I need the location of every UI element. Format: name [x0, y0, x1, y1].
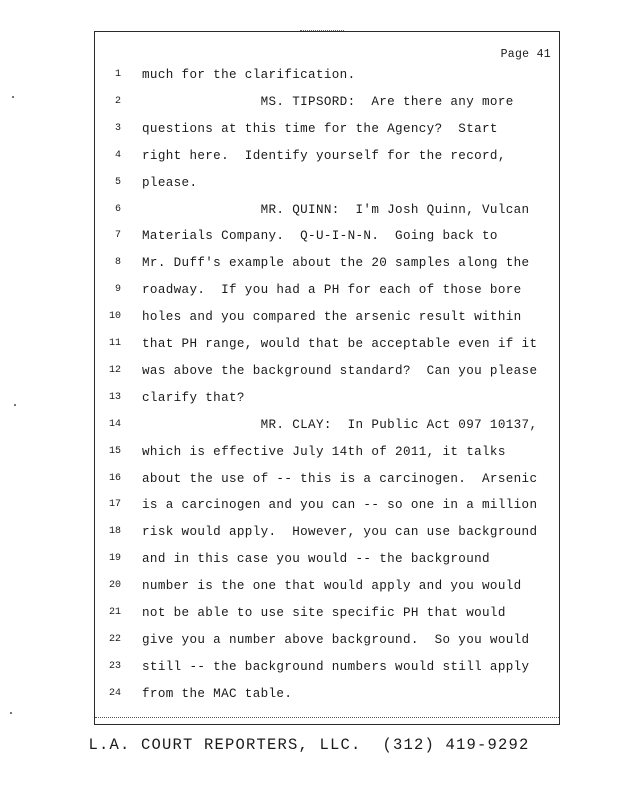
line-number: 15	[108, 445, 121, 457]
scan-speck	[10, 712, 12, 714]
line-number: 24	[108, 687, 121, 699]
transcript-line: holes and you compared the arsenic result within	[142, 310, 522, 325]
transcript-line: was above the background standard? Can you please	[142, 363, 538, 378]
line-number: 11	[108, 338, 121, 349]
transcript-line: please.	[142, 175, 198, 190]
transcript-line: not be able to use site specific PH that would	[142, 606, 506, 620]
line-number: 20	[108, 580, 121, 592]
transcript-line: much for the clarification.	[142, 68, 356, 82]
transcript-line: MS. TIPSORD: Are there any more	[142, 94, 514, 109]
transcript-line: is a carcinogen and you can -- so one in a million	[142, 498, 538, 513]
line-number: 23	[108, 660, 121, 672]
transcript-line: still -- the background numbers would still apply	[142, 659, 530, 674]
page-number: Page 41	[500, 48, 551, 61]
line-number: 8	[114, 257, 121, 269]
transcript-page	[94, 31, 560, 725]
transcript-line: number is the one that would apply and you would	[142, 579, 522, 594]
line-number: 18	[108, 526, 121, 538]
transcript-line: about the use of -- this is a carcinogen. Arsenic	[142, 471, 538, 486]
transcript-line: from the MAC table.	[142, 686, 293, 701]
line-number: 21	[108, 607, 121, 618]
transcript-line: MR. QUINN: I'm Josh Quinn, Vulcan	[142, 202, 530, 217]
line-number: 19	[108, 553, 121, 565]
transcript-line: give you a number above background. So you would	[142, 632, 530, 647]
transcript-line: MR. CLAY: In Public Act 097 10137,	[142, 417, 538, 432]
line-number: 12	[108, 364, 121, 376]
court-reporter-footer: L.A. COURT REPORTERS, LLC. (312) 419-9292	[88, 736, 530, 754]
line-number: 16	[108, 472, 121, 484]
line-number: 5	[114, 176, 121, 188]
scan-speck	[14, 404, 16, 406]
line-number: 6	[114, 203, 121, 215]
transcript-line: and in this case you would -- the background	[142, 552, 490, 567]
line-number: 22	[108, 633, 121, 645]
scan-speck	[12, 96, 14, 98]
line-number: 9	[114, 284, 121, 296]
line-number: 14	[108, 418, 121, 430]
transcript-line: roadway. If you had a PH for each of those bore	[142, 283, 522, 298]
line-number: 7	[114, 230, 121, 242]
line-number: 17	[108, 499, 121, 511]
transcript-line: right here. Identify yourself for the record,	[142, 148, 506, 163]
transcript-line: risk would apply. However, you can use background	[142, 525, 538, 540]
transcript-line: clarify that?	[142, 390, 245, 405]
line-number: 1	[114, 69, 121, 80]
line-number: 13	[108, 391, 121, 403]
line-number: 4	[114, 149, 121, 161]
transcript-line: that PH range, would that be acceptable even if it	[142, 337, 538, 351]
transcript-line: which is effective July 14th of 2011, it talks	[142, 444, 506, 459]
transcript-line: Materials Company. Q-U-I-N-N. Going back to	[142, 229, 498, 244]
line-number: 2	[114, 95, 121, 107]
transcript-line: questions at this time for the Agency? Start	[142, 121, 498, 136]
transcript-line: Mr. Duff's example about the 20 samples along the	[142, 256, 530, 271]
line-number: 10	[108, 311, 121, 323]
line-number: 3	[114, 122, 121, 134]
